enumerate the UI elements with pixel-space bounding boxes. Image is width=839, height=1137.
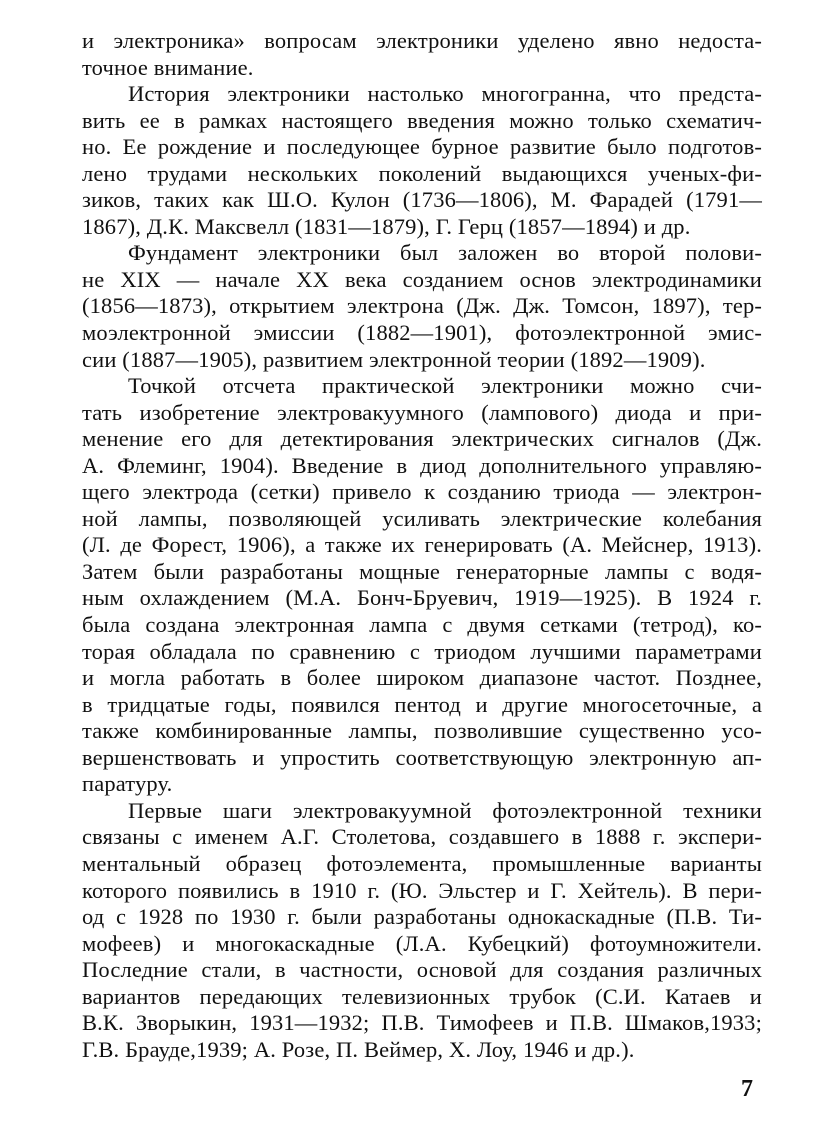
text-line: ным охлаждением (М.А. Бонч-Бруевич, 1919—1925). В 1924 г. xyxy=(82,585,762,611)
text-line: од с 1928 по 1930 г. были разработаны однокаскадные (П.В. Ти- xyxy=(82,904,762,930)
text-line: торая обладала по сравнению с триодом лучшими параметрами xyxy=(82,638,762,664)
text-line: вить ее в рамках настоящего введения можно только схематич- xyxy=(82,107,762,133)
text-line: А. Флеминг, 1904). Введение в диод дополнительного управляю- xyxy=(82,452,762,478)
text-line: ной лампы, позволяющей усиливать электрические колебания xyxy=(82,505,762,531)
text-line: Затем были разработаны мощные генераторные лампы с водя- xyxy=(82,558,762,584)
text-line: В.К. Зворыкин, 1931—1932; П.В. Тимофеев и П.В. Шмаков,1933; xyxy=(82,1010,762,1036)
text-line: Точкой отсчета практической электроники можно счи- xyxy=(128,373,762,399)
text-line: Первые шаги электровакуумной фотоэлектронной техники xyxy=(128,797,762,823)
text-line: паратуру. xyxy=(82,771,173,797)
text-line: мофеев) и многокаскадные (Л.А. Кубецкий) фотоумножители. xyxy=(82,930,762,956)
text-line: Г.В. Брауде,1939; А. Розе, П. Веймер, Х. Лоу, 1946 и др.). xyxy=(82,1036,635,1062)
paragraph-5 xyxy=(82,798,762,1063)
text-line: в тридцатые годы, появился пентод и другие многосеточные, а xyxy=(82,691,762,717)
paragraph-2 xyxy=(82,81,762,240)
text-line: точное внимание. xyxy=(82,54,254,80)
text-line: (Л. де Форест, 1906), а также их генерировать (А. Мейснер, 1913). xyxy=(82,532,762,558)
text-line: вершенствовать и упростить соответствующую электронную ап- xyxy=(82,744,762,770)
text-line: и электроника» вопросам электроники уделено явно недоста- xyxy=(82,28,762,53)
text-line: моэлектронной эмиссии (1882—1901), фотоэлектронной эмис- xyxy=(82,320,762,346)
text-line: вариантов передающих телевизионных трубок (С.И. Катаев и xyxy=(82,983,762,1009)
text-line: (1856—1873), открытием электрона (Дж. Дж. Томсон, 1897), тер- xyxy=(82,293,762,319)
text-line: сии (1887—1905), развитием электронной теории (1892—1909). xyxy=(82,346,706,372)
text-line: не XIX — начале XX века созданием основ электродинамики xyxy=(82,266,762,292)
text-line: щего электрода (сетки) привело к созданию триода — электрон- xyxy=(82,479,762,505)
paragraph-3 xyxy=(82,240,762,373)
text-line: 1867), Д.К. Максвелл (1831—1879), Г. Герц (1857—1894) и др. xyxy=(82,213,691,239)
text-line: лено трудами нескольких поколений выдающихся ученых-фи- xyxy=(82,160,762,186)
text-line: История электроники настолько многогранна, что предста- xyxy=(128,81,762,107)
text-line: которого появились в 1910 г. (Ю. Эльстер и Г. Хейтель). В пери- xyxy=(82,877,762,903)
text-line: Фундамент электроники был заложен во второй полови- xyxy=(128,240,762,266)
text-line: тать изобретение электровакуумного (лампового) диода и при- xyxy=(82,399,762,425)
text-line: менение его для детектирования электрических сигналов (Дж. xyxy=(82,426,762,452)
text-line: но. Ее рождение и последующее бурное развитие было подготов- xyxy=(82,134,762,160)
text-line: ментальный образец фотоэлемента, промышленные варианты xyxy=(82,850,762,876)
text-line: и могла работать в более широком диапазоне частот. Позднее, xyxy=(82,665,762,691)
page-text xyxy=(82,28,762,1063)
text-line: связаны с именем А.Г. Столетова, создавшего в 1888 г. экспери- xyxy=(82,824,762,850)
page-number: 7 xyxy=(741,1076,753,1102)
paragraph-1 xyxy=(82,28,762,81)
paragraph-4 xyxy=(82,373,762,798)
text-line: Последние стали, в частности, основой для создания различных xyxy=(82,957,762,983)
text-line: зиков, таких как Ш.О. Кулон (1736—1806), М. Фарадей (1791— xyxy=(82,187,762,213)
text-line: также комбинированные лампы, позволившие существенно усо- xyxy=(82,718,762,744)
text-line: была создана электронная лампа с двумя сетками (тетрод), ко- xyxy=(82,612,762,638)
